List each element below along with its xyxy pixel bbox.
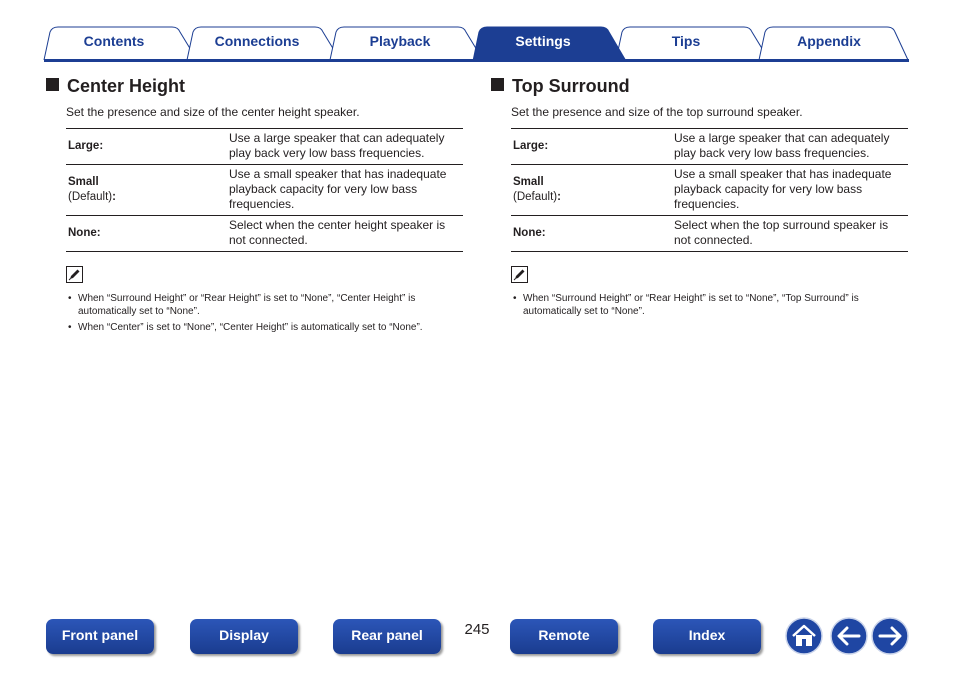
option-key-text: Small [513,175,544,188]
option-value: Select when the top surround speaker is not connected. [670,216,908,252]
notes-list [511,292,908,318]
table-row [511,165,908,216]
index-button[interactable]: Index [653,619,761,654]
section-title [45,74,463,98]
option-default-label: (Default) [68,190,113,203]
option-colon: : [557,190,561,203]
option-value: Use a small speaker that has inadequate playback capacity for very low bass frequencies. [225,165,463,216]
option-colon: : [112,190,116,203]
tab-playback[interactable]: Playback [369,33,431,49]
square-bullet-icon [46,78,59,91]
page-number: 245 [464,621,490,638]
tab-connections[interactable]: Connections [214,33,300,49]
center-height-section [45,74,463,337]
front-panel-button[interactable]: Front panel [46,619,154,654]
list-item: • When “Surround Height” or “Rear Height” is set to “None”, “Center Height” is automatically set to “None”. [66,292,463,318]
notes-list [66,292,463,334]
option-key: None: [66,216,225,252]
option-key: Large: [511,129,670,165]
forward-arrow-icon[interactable] [871,617,909,655]
top-surround-section [490,74,908,321]
back-arrow-icon[interactable] [830,617,868,655]
section-description: Set the presence and size of the top surround speaker. [511,105,803,119]
table-row [66,165,463,216]
rear-panel-button[interactable]: Rear panel [333,619,441,654]
option-key-text: Small [68,175,99,188]
options-table [66,128,463,252]
tab-tips[interactable]: Tips [671,33,701,49]
pencil-note-icon [511,266,528,283]
option-value: Use a large speaker that can adequately play back very low bass frequencies. [670,129,908,165]
option-value: Use a large speaker that can adequately play back very low bass frequencies. [225,129,463,165]
display-button[interactable]: Display [190,619,298,654]
option-key [511,165,670,216]
list-item: • When “Center” is set to “None”, “Center Height” is automatically set to “None”. [66,321,463,334]
tab-contents[interactable]: Contents [83,33,145,49]
tab-bar [0,0,954,64]
option-value: Use a small speaker that has inadequate playback capacity for very low bass frequencies. [670,165,908,216]
table-row [511,129,908,165]
option-value: Select when the center height speaker is not connected. [225,216,463,252]
list-item: • When “Surround Height” or “Rear Height” is set to “None”, “Top Surround” is automatically set to “None”. [511,292,908,318]
square-bullet-icon [491,78,504,91]
option-default-label: (Default) [513,190,558,203]
tab-settings[interactable]: Settings [515,33,571,49]
table-row [511,216,908,252]
remote-button[interactable]: Remote [510,619,618,654]
section-title-text: Center Height [67,76,186,96]
options-table [511,128,908,252]
option-key [66,165,225,216]
option-key: None: [511,216,670,252]
option-key: Large: [66,129,225,165]
table-row [66,216,463,252]
section-title [490,74,908,98]
section-description: Set the presence and size of the center height speaker. [66,105,360,119]
pencil-note-icon [66,266,83,283]
section-title-text: Top Surround [512,76,630,96]
table-row [66,129,463,165]
home-icon[interactable] [785,617,823,655]
tab-bar-shapes [0,0,954,64]
tab-appendix[interactable]: Appendix [797,33,861,49]
